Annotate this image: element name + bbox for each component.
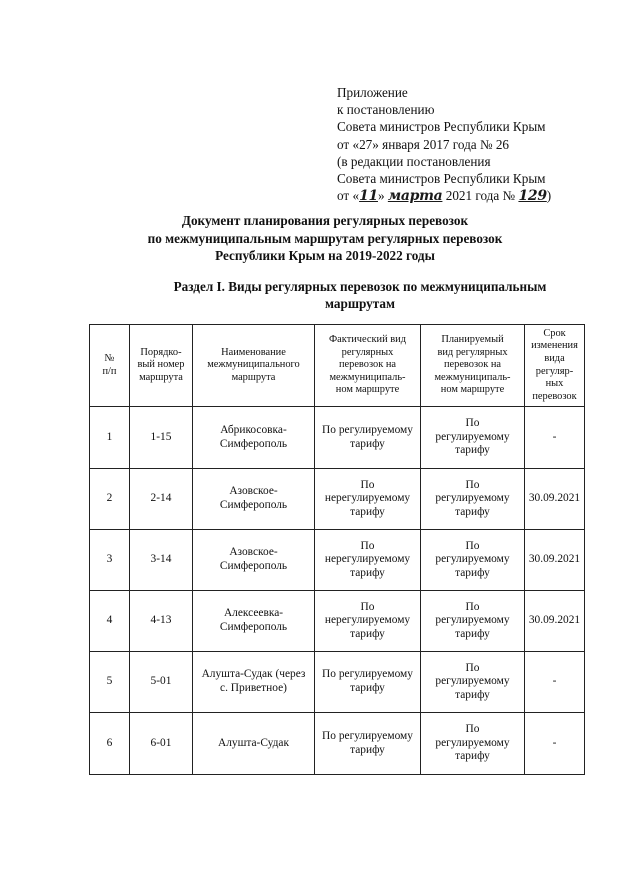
title-line: по межмуниципальным маршрутам регулярных перевозок xyxy=(147,230,503,246)
date-year: 2021 года № xyxy=(442,188,519,204)
cell-term: 30.09.2021 xyxy=(525,530,585,591)
header-num: № п/п xyxy=(90,325,130,407)
header-route-name: Наименование межмуниципального маршрута xyxy=(193,325,315,407)
appendix-line: к постановлению xyxy=(337,102,435,118)
cell-name: Алушта-Судак (через с. Приветное) xyxy=(193,652,315,713)
table-row xyxy=(90,469,585,530)
cell-route: 4-13 xyxy=(130,591,193,652)
section-line: маршрутам xyxy=(325,296,395,311)
cell-num: 6 xyxy=(90,713,130,775)
cell-name: Алушта-Судак xyxy=(193,713,315,775)
table-row xyxy=(90,652,585,713)
routes-table xyxy=(89,324,585,775)
title-line: Документ планирования регулярных перевозок xyxy=(181,213,469,228)
cell-num: 2 xyxy=(90,469,130,530)
header-actual-type: Фактический вид регулярных перевозок на межмуниципаль- ном маршруте xyxy=(315,325,421,407)
appendix-line: Совета министров Республики Крым xyxy=(337,171,546,187)
cell-planned: По регулируемому тарифу xyxy=(421,652,525,713)
table-header-row xyxy=(90,325,585,407)
cell-planned: По регулируемому тарифу xyxy=(421,713,525,775)
document-title xyxy=(100,212,550,265)
section-line: Раздел I. Виды регулярных перевозок по межмуниципальным xyxy=(173,279,547,294)
cell-actual: По нерегулируемому тарифу xyxy=(315,530,421,591)
cell-actual: По регулируемому тарифу xyxy=(315,713,421,775)
cell-term: 30.09.2021 xyxy=(525,469,585,530)
cell-route: 1-15 xyxy=(130,407,193,469)
appendix-date-line xyxy=(337,187,551,205)
cell-route: 6-01 xyxy=(130,713,193,775)
cell-num: 1 xyxy=(90,407,130,469)
cell-actual: По нерегулируемому тарифу xyxy=(315,469,421,530)
cell-name: Азовское- Симферополь xyxy=(193,530,315,591)
cell-name: Абрикосовка- Симферополь xyxy=(193,407,315,469)
header-change-term: Срок изменения вида регуляр- ных перевозок xyxy=(525,325,585,407)
cell-planned: По регулируемому тарифу xyxy=(421,530,525,591)
cell-route: 5-01 xyxy=(130,652,193,713)
cell-name: Азовское- Симферополь xyxy=(193,469,315,530)
cell-planned: По регулируемому тарифу xyxy=(421,407,525,469)
date-prefix: от « xyxy=(337,188,360,204)
handwritten-day: 11 xyxy=(359,188,378,205)
appendix-block xyxy=(337,84,551,205)
title-line: Республики Крым на 2019-2022 годы xyxy=(215,248,435,263)
handwritten-number: 129 xyxy=(518,188,547,205)
cell-planned: По регулируемому тарифу xyxy=(421,591,525,652)
appendix-line: от «27» января 2017 года № 26 xyxy=(337,136,510,152)
cell-term: - xyxy=(525,652,585,713)
cell-num: 3 xyxy=(90,530,130,591)
section-heading xyxy=(140,278,580,312)
cell-name: Алексеевка- Симферополь xyxy=(193,591,315,652)
cell-term: 30.09.2021 xyxy=(525,591,585,652)
cell-planned: По регулируемому тарифу xyxy=(421,469,525,530)
cell-actual: По регулируемому тарифу xyxy=(315,652,421,713)
header-route-number: Порядко- вый номер маршрута xyxy=(130,325,193,407)
table-row xyxy=(90,713,585,775)
cell-actual: По нерегулируемому тарифу xyxy=(315,591,421,652)
date-suffix: ) xyxy=(546,188,552,204)
cell-actual: По регулируемому тарифу xyxy=(315,407,421,469)
cell-num: 5 xyxy=(90,652,130,713)
table-row xyxy=(90,530,585,591)
cell-route: 2-14 xyxy=(130,469,193,530)
date-mid: » xyxy=(377,188,388,204)
cell-num: 4 xyxy=(90,591,130,652)
appendix-line: (в редакции постановления xyxy=(337,153,491,169)
header-planned-type: Планируемый вид регулярных перевозок на межмуниципаль- ном маршруте xyxy=(421,325,525,407)
table-row xyxy=(90,591,585,652)
handwritten-month: марта xyxy=(387,188,443,205)
cell-route: 3-14 xyxy=(130,530,193,591)
table-row xyxy=(90,407,585,469)
appendix-line: Совета министров Республики Крым xyxy=(337,119,546,135)
cell-term: - xyxy=(525,713,585,775)
appendix-line: Приложение xyxy=(337,85,408,100)
cell-term: - xyxy=(525,407,585,469)
